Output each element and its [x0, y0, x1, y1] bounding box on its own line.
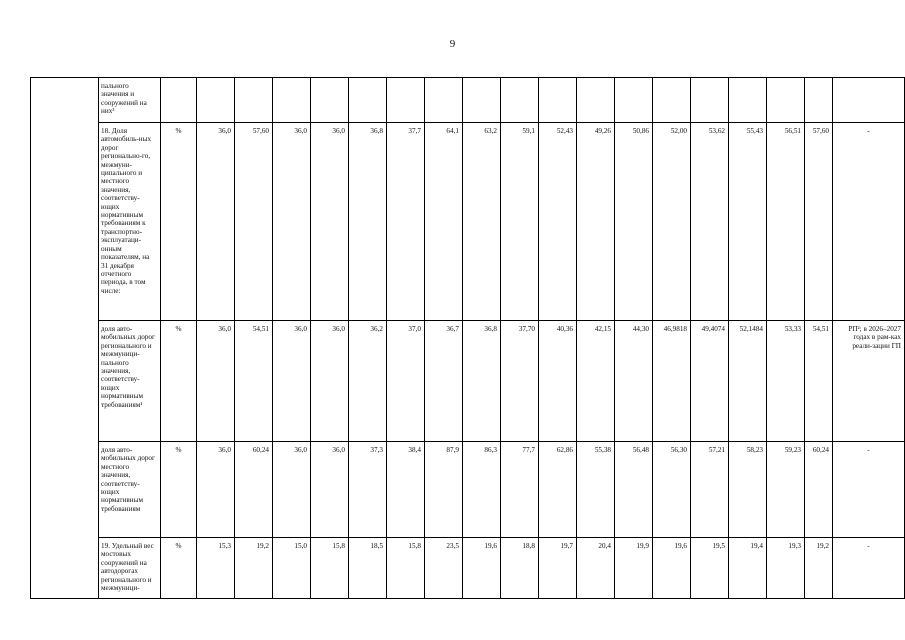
value-cell: 46,9818 — [653, 321, 691, 442]
value-cell: 57,21 — [691, 442, 729, 538]
value-cell: 36,0 — [273, 321, 311, 442]
table-row — [31, 538, 905, 599]
value-cell: 53,62 — [691, 123, 729, 321]
unit-cell: % — [161, 538, 197, 599]
value-cell — [577, 78, 615, 123]
value-cell — [387, 78, 425, 123]
value-cell: 19,9 — [615, 538, 653, 599]
value-cell — [311, 78, 349, 123]
value-cell: 36,8 — [463, 321, 501, 442]
value-cell: 59,1 — [501, 123, 539, 321]
value-cell: 37,7 — [387, 123, 425, 321]
value-cell: 37,0 — [387, 321, 425, 442]
value-cell: 19,7 — [539, 538, 577, 599]
note-cell: - — [833, 442, 905, 538]
value-cell: 36,0 — [197, 123, 235, 321]
value-cell: 36,0 — [311, 321, 349, 442]
note-cell: РП²; в 2026–2027 годах в рам-ках реали-зации ГП — [833, 321, 905, 442]
value-cell: 49,26 — [577, 123, 615, 321]
value-cell: 53,33 — [767, 321, 805, 442]
value-cell: 15,0 — [273, 538, 311, 599]
value-cell: 54,51 — [805, 321, 833, 442]
unit-cell — [161, 78, 197, 123]
value-cell: 62,86 — [539, 442, 577, 538]
value-cell: 37,70 — [501, 321, 539, 442]
value-cell: 19,6 — [463, 538, 501, 599]
value-cell: 36,0 — [311, 442, 349, 538]
value-cell: 23,5 — [425, 538, 463, 599]
value-cell: 63,2 — [463, 123, 501, 321]
value-cell: 44,30 — [615, 321, 653, 442]
value-cell: 77,7 — [501, 442, 539, 538]
value-cell: 19,2 — [235, 538, 273, 599]
value-cell — [273, 78, 311, 123]
unit-cell: % — [161, 442, 197, 538]
value-cell: 36,0 — [197, 321, 235, 442]
value-cell — [539, 78, 577, 123]
value-cell: 36,0 — [311, 123, 349, 321]
value-cell: 52,1484 — [729, 321, 767, 442]
value-cell: 19,2 — [805, 538, 833, 599]
value-cell: 15,3 — [197, 538, 235, 599]
indicator-name: 18. Доля автомобиль-ных дорог регионально-го, межмуни-ципального и местного значения, соответству-ющих нормативным требованиям к транспортно-эксплуатаци-онным показателям, на 31 декабря отчетного периода, в том числе: — [99, 123, 161, 321]
value-cell — [463, 78, 501, 123]
indicator-name: доля авто-мобильных дорог регионального и межмуници-пального значения, соответству-ющих нормативным требованиям¹ — [99, 321, 161, 442]
value-cell: 59,23 — [767, 442, 805, 538]
value-cell: 55,43 — [729, 123, 767, 321]
value-cell: 56,30 — [653, 442, 691, 538]
value-cell: 37,3 — [349, 442, 387, 538]
unit-cell: % — [161, 123, 197, 321]
value-cell: 57,60 — [805, 123, 833, 321]
value-cell — [729, 78, 767, 123]
value-cell: 19,5 — [691, 538, 729, 599]
value-cell — [425, 78, 463, 123]
value-cell: 19,6 — [653, 538, 691, 599]
indicator-name: 19. Удельный вес мостовых сооружений на автодорогах регионального и межмуници- — [99, 538, 161, 599]
unit-cell: % — [161, 321, 197, 442]
value-cell: 36,0 — [273, 123, 311, 321]
indicators-table — [30, 77, 905, 599]
value-cell: 56,51 — [767, 123, 805, 321]
value-cell: 19,3 — [767, 538, 805, 599]
value-cell — [235, 78, 273, 123]
value-cell: 55,38 — [577, 442, 615, 538]
indicator-name: доля авто-мобильных дорог местного значения, соответству-ющих нормативным требованиям — [99, 442, 161, 538]
note-cell: - — [833, 123, 905, 321]
value-cell: 38,4 — [387, 442, 425, 538]
value-cell: 49,4074 — [691, 321, 729, 442]
table-row — [31, 78, 905, 123]
value-cell: 86,3 — [463, 442, 501, 538]
value-cell: 87,9 — [425, 442, 463, 538]
note-cell: - — [833, 538, 905, 599]
value-cell: 58,23 — [729, 442, 767, 538]
value-cell: 52,00 — [653, 123, 691, 321]
value-cell: 36,7 — [425, 321, 463, 442]
page-number: 9 — [449, 38, 456, 50]
value-cell: 60,24 — [805, 442, 833, 538]
value-cell — [501, 78, 539, 123]
value-cell — [691, 78, 729, 123]
indicator-name: пального значения и сооружений на них³ — [99, 78, 161, 123]
value-cell: 40,36 — [539, 321, 577, 442]
value-cell: 36,2 — [349, 321, 387, 442]
value-cell: 50,86 — [615, 123, 653, 321]
table-row — [31, 442, 905, 538]
value-cell: 15,8 — [311, 538, 349, 599]
value-cell: 60,24 — [235, 442, 273, 538]
value-cell: 15,8 — [387, 538, 425, 599]
value-cell: 18,5 — [349, 538, 387, 599]
note-cell — [833, 78, 905, 123]
value-cell: 52,43 — [539, 123, 577, 321]
value-cell — [615, 78, 653, 123]
value-cell: 18,8 — [501, 538, 539, 599]
value-cell — [349, 78, 387, 123]
value-cell — [805, 78, 833, 123]
value-cell: 64,1 — [425, 123, 463, 321]
value-cell: 36,0 — [197, 442, 235, 538]
left-margin-cell — [31, 78, 99, 599]
value-cell: 20,4 — [577, 538, 615, 599]
value-cell: 54,51 — [235, 321, 273, 442]
value-cell: 56,48 — [615, 442, 653, 538]
value-cell: 57,60 — [235, 123, 273, 321]
value-cell: 42,15 — [577, 321, 615, 442]
value-cell: 36,0 — [273, 442, 311, 538]
value-cell — [767, 78, 805, 123]
value-cell — [197, 78, 235, 123]
table-row — [31, 321, 905, 442]
table-row — [31, 123, 905, 321]
value-cell: 19,4 — [729, 538, 767, 599]
value-cell — [653, 78, 691, 123]
value-cell: 36,8 — [349, 123, 387, 321]
